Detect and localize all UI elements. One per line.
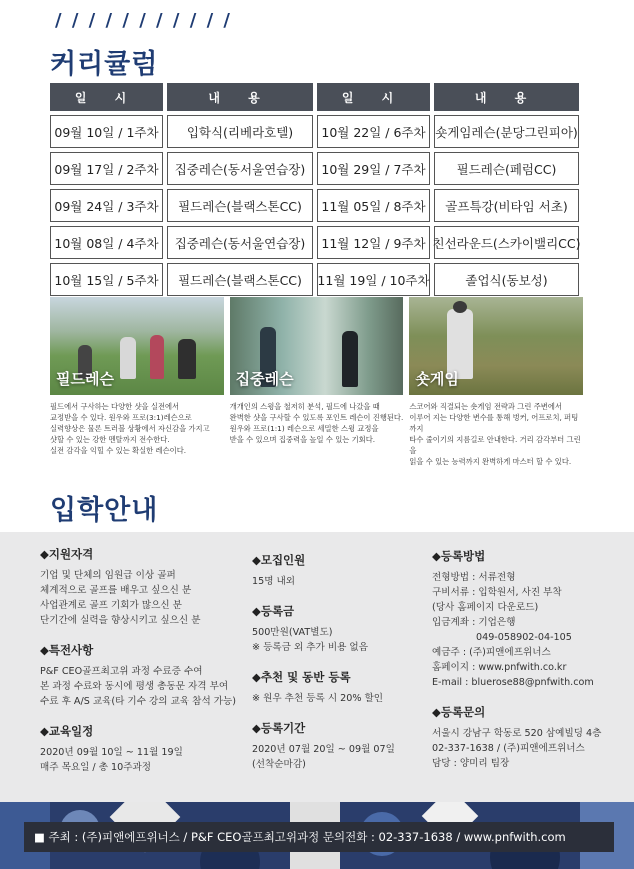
- cell-content: 필드레슨(페럼CC): [434, 152, 579, 185]
- cell-content: 집중레슨(동서울연습장): [167, 226, 313, 259]
- header-date-2: 일 시: [317, 83, 430, 111]
- block-line: 전형방법 : 서류전형: [432, 572, 516, 583]
- photo-caption: 집중레슨: [235, 370, 294, 388]
- photo-card-shortgame: [409, 297, 583, 467]
- cell-date: 11월 12일 / 9주차: [317, 226, 430, 259]
- table-row: [50, 263, 583, 296]
- header-slashes: / / / / / / / / / / /: [55, 10, 232, 31]
- cell-content: 필드레슨(블랙스톤CC): [167, 263, 313, 296]
- registration-period-block: [252, 720, 422, 772]
- block-line: P&F CEO골프최고위 과정 수료증 수여: [40, 666, 203, 677]
- block-heading: ◆등록문의: [432, 705, 486, 719]
- block-line: (선착순마감): [252, 759, 306, 770]
- block-heading: ◆특전사항: [40, 643, 94, 657]
- block-line: 사업관계로 골프 기회가 많으신 분: [40, 600, 182, 611]
- photo-caption: 필드레슨: [56, 370, 114, 388]
- cell-date: 09월 24일 / 3주차: [50, 189, 163, 222]
- admission-column-1: [40, 546, 250, 789]
- header-content-1: 내 용: [167, 83, 313, 111]
- block-line: (당사 홈페이지 다운로드): [432, 602, 539, 613]
- inquiry-block: [432, 704, 622, 771]
- block-line: ※ 원우 추천 등록 시 20% 할인: [252, 693, 384, 704]
- block-heading: ◆추천 및 동반 등록: [252, 670, 351, 684]
- block-heading: ◆모집인원: [252, 553, 306, 567]
- table-row: [50, 152, 583, 185]
- footer-contact-bar: ■ 주최 : (주)피앤에프위너스 / P&F CEO골프최고위과정 문의전화 : 02-337-1638 / www.pnfwith.com: [24, 822, 614, 852]
- tuition-block: [252, 603, 422, 655]
- cell-content: 숏게임레슨(분당그린피아): [434, 115, 579, 148]
- account-number: 049-058902-04-105: [476, 632, 572, 643]
- block-heading: ◆교육일정: [40, 724, 94, 738]
- cell-content: 필드레슨(블랙스톤CC): [167, 189, 313, 222]
- block-line: 2020년 09월 10일 ~ 11월 19일: [40, 747, 183, 758]
- lesson-photos: [50, 297, 583, 467]
- capacity-block: [252, 552, 422, 589]
- curriculum-table: [50, 83, 583, 300]
- cell-date: 11월 05일 / 8주차: [317, 189, 430, 222]
- block-line: 기업 및 단체의 임원급 이상 골퍼: [40, 570, 176, 581]
- cell-date: 10월 08일 / 4주차: [50, 226, 163, 259]
- photo-card-field: [50, 297, 224, 467]
- photo-description: 스코어와 직결되는 숏게임 전략과 그린 주변에서 이루어 지는 다양한 변수를 통해 벙커, 어프로치, 퍼팅까지 타수 줄이기의 지름길로 안내한다. 거리 감각부터 그린을 읽을 수 있는 능력까지 완벽하게 마스터 할 수 있다.: [409, 402, 581, 466]
- email-link[interactable]: E-mail : bluerose88@pnfwith.com: [432, 677, 594, 688]
- block-heading: ◆등록기간: [252, 721, 306, 735]
- referral-block: [252, 669, 422, 706]
- intensive-lesson-photo: [230, 297, 404, 395]
- block-line: 02-337-1638 / (주)피앤에프위너스: [432, 743, 585, 754]
- block-line: 단기간에 실력을 향상시키고 싶으신 분: [40, 615, 201, 626]
- admission-title: 입학안내: [50, 495, 159, 526]
- homepage-link[interactable]: 홈페이지 : www.pnfwith.co.kr: [432, 662, 567, 673]
- block-line: 체계적으로 골프를 배우고 싶으신 분: [40, 585, 192, 596]
- cell-date: 10월 22일 / 6주차: [317, 115, 430, 148]
- block-line: 매주 목요일 / 총 10주과정: [40, 762, 152, 773]
- header-content-2: 내 용: [434, 83, 579, 111]
- block-line: 담당 : 양미리 팀장: [432, 758, 510, 769]
- photo-caption: 숏게임: [415, 370, 459, 388]
- cell-date: 10월 15일 / 5주차: [50, 263, 163, 296]
- admission-column-2: [252, 552, 422, 786]
- field-lesson-photo: [50, 297, 224, 395]
- block-heading: ◆지원자격: [40, 547, 94, 561]
- block-heading: ◆등록방법: [432, 549, 486, 563]
- block-line: 본 과정 수료와 동시에 평생 총동문 자격 부여: [40, 681, 229, 692]
- table-row: [50, 189, 583, 222]
- admission-column-3: [432, 548, 622, 785]
- table-row: [50, 226, 583, 259]
- cell-content: 졸업식(동보성): [434, 263, 579, 296]
- table-row: [50, 115, 583, 148]
- block-line: 예금주 : (주)피앤에프위너스: [432, 647, 551, 658]
- block-heading: ◆등록금: [252, 604, 295, 618]
- shortgame-photo: [409, 297, 583, 395]
- cell-content: 골프특강(비타임 서초): [434, 189, 579, 222]
- block-line: 입금계좌 : 기업은행: [432, 617, 516, 628]
- cell-content: 입학식(리베라호텔): [167, 115, 313, 148]
- table-header: [50, 83, 583, 111]
- photo-description: 개개인의 스윙을 철저히 분석, 필드에 나갔을 때 완벽한 샷을 구사할 수 있도록 포인트 레슨이 진행된다. 원우와 프로(1:1) 레슨으로 세밀한 스윙 교정을 받을 수 있으며 집중력을 높일 수 있는 기회다.: [229, 402, 404, 444]
- registration-method-block: [432, 548, 622, 690]
- block-line: 수료 후 A/S 교육(타 기수 강의 교육 참석 가능): [40, 696, 237, 707]
- benefits-block: [40, 642, 250, 709]
- photo-description: 필드에서 구사하는 다양한 샷을 실전에서 교정받을 수 있다. 원우와 프로(3:1)레슨으로 실력향상은 물론 트러블 상황에서 자신감을 가지고 샷할 수 있는 강한 멘탈까지 전수한다. 실전 감각을 익힐 수 있는 확실한 레슨이다.: [50, 402, 210, 455]
- cell-date: 09월 17일 / 2주차: [50, 152, 163, 185]
- cell-date: 09월 10일 / 1주차: [50, 115, 163, 148]
- photo-card-intensive: [230, 297, 404, 467]
- curriculum-title: 커리큘럼: [50, 49, 159, 80]
- schedule-block: [40, 723, 250, 775]
- block-line: 구비서류 : 입학원서, 사진 부착: [432, 587, 562, 598]
- cell-date: 11월 19일 / 10주차: [317, 263, 430, 296]
- qualification-block: [40, 546, 250, 628]
- block-line: 500만원(VAT별도): [252, 627, 333, 638]
- header-date-1: 일 시: [50, 83, 163, 111]
- block-line: ※ 등록금 외 추가 비용 없음: [252, 642, 368, 653]
- admission-info: [0, 532, 634, 802]
- cell-content: 친선라운드(스카이밸리CC): [434, 226, 579, 259]
- block-line: 서울시 강남구 학동로 520 삼예빌딩 4층: [432, 728, 602, 739]
- block-line: 15명 내외: [252, 576, 296, 587]
- cell-content: 집중레슨(동서울연습장): [167, 152, 313, 185]
- cell-date: 10월 29일 / 7주차: [317, 152, 430, 185]
- block-line: 2020년 07월 20일 ~ 09월 07일: [252, 744, 395, 755]
